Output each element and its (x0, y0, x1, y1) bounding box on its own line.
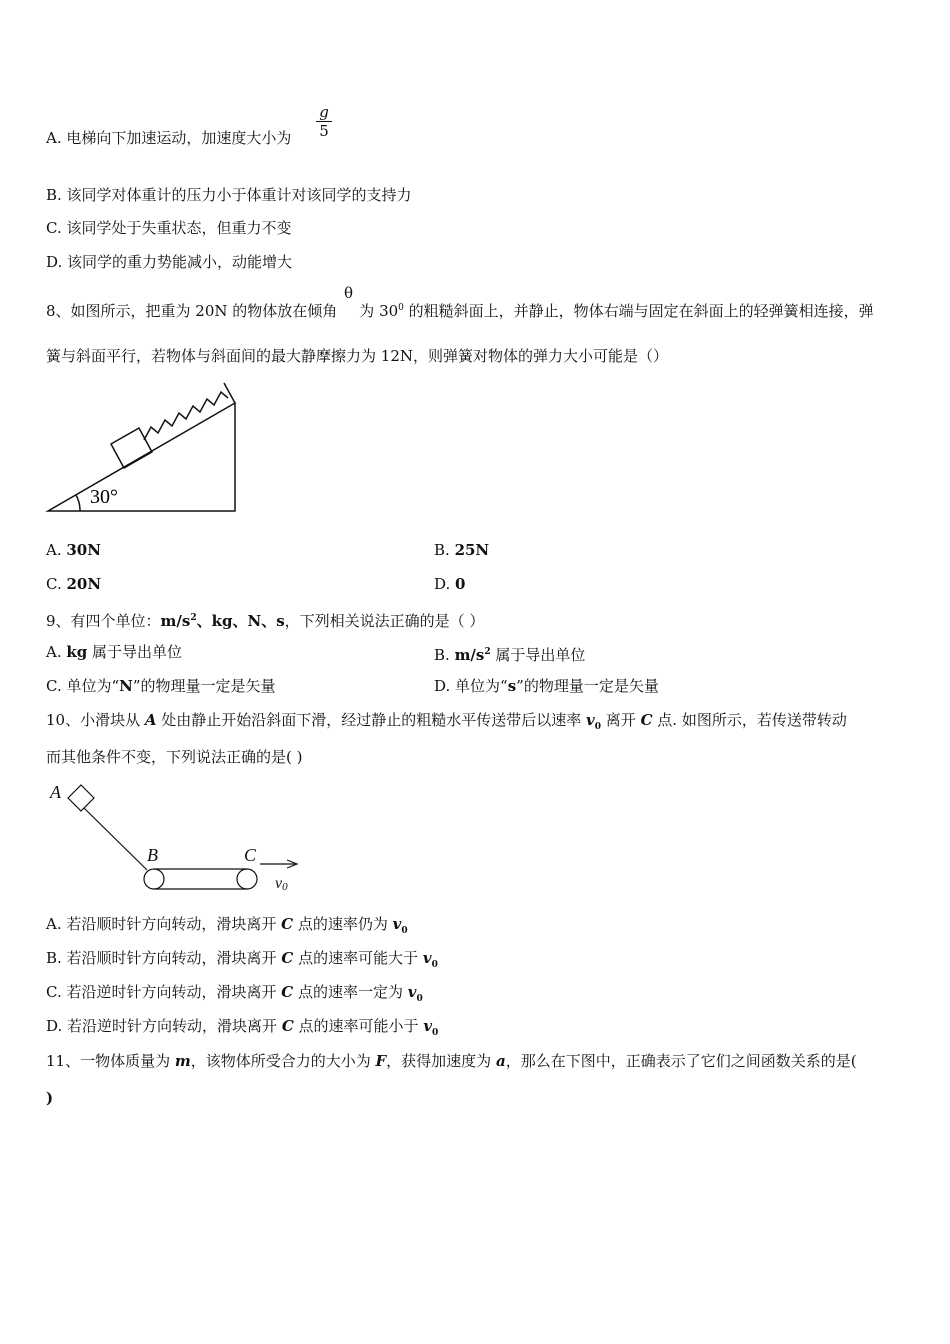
q9-stem-units-sup: 2 (190, 613, 197, 623)
q10-opt-d-point-c: C (281, 1017, 294, 1035)
q9-opt-b-prefix: B. (434, 646, 455, 664)
q9-stem-prefix: 9、有四个单位： (46, 612, 161, 630)
q10-opt-b-1: B. 若沿顺时针方向转动，滑块离开 (46, 949, 282, 967)
q10-v: v (586, 711, 595, 729)
q10-opt-a-v-sub: 0 (401, 926, 408, 936)
fig-label-b: B (147, 845, 158, 865)
q10-opt-a-1: A. 若沿顺时针方向转动，滑块离开 (46, 915, 282, 933)
q9-stem-units-rest: 、kg、N、s (196, 612, 285, 630)
slider-block (68, 785, 94, 811)
q8-opt-b-value: 25N (454, 541, 490, 559)
q9-opt-d-rest: ”的物理量一定是矢量 (516, 677, 659, 695)
q10-opt-d-v: v (423, 1017, 433, 1035)
q10-stem-d: 点. 如图所示，若传送带转动 (652, 711, 847, 729)
q10-opt-c-2: 点的速率一定为 (293, 983, 408, 1001)
q10-option-d[interactable] (46, 1016, 438, 1043)
q10-option-b[interactable] (46, 948, 438, 975)
q11-stem-line2: ) (46, 1089, 54, 1107)
q10-opt-b-v: v (422, 949, 432, 967)
fig-label-c: C (244, 845, 257, 865)
q10-opt-c-1: C. 若沿逆时针方向转动，滑块离开 (46, 983, 282, 1001)
q10-opt-a-2: 点的速率仍为 (293, 915, 393, 933)
q10-opt-c-point-c: C (281, 983, 294, 1001)
q11-m: m (174, 1052, 191, 1070)
pulley-right (237, 869, 257, 889)
q10-stem-a: 10、小滑块从 (46, 711, 145, 729)
q9-opt-b-sup: 2 (484, 647, 491, 657)
q11-a: a (495, 1052, 506, 1070)
q8-opt-a-prefix: A. (46, 541, 67, 559)
q10-opt-d-1: D. 若沿逆时针方向转动，滑块离开 (46, 1017, 282, 1035)
q8-stem-line2: 簧与斜面平行，若物体与斜面间的最大静摩擦力为 12N，则弹簧对物体的弹力大小可能是（） (46, 347, 668, 365)
q10-point-a: A (144, 711, 157, 729)
q9-opt-a-rest: 属于导出单位 (87, 643, 183, 661)
fraction-numerator: g (316, 103, 332, 122)
q10-point-c: C (640, 711, 653, 729)
q10-option-c[interactable] (46, 982, 423, 1009)
q9-opt-a-unit: kg (66, 643, 88, 661)
q11-stem-c: ，获得加速度为 (386, 1052, 496, 1070)
q8-opt-a-value: 30N (66, 541, 101, 559)
q8-theta-symbol: θ (344, 284, 354, 302)
q9-opt-b-rest: 属于导出单位 (490, 646, 586, 664)
q11-stem-line1 (46, 1051, 857, 1071)
q10-stem-line2: 而其他条件不变，下列说法正确的是( ) (46, 748, 303, 766)
q8-stem-part1: 8、如图所示，把重为 20N 的物体放在倾角 (46, 302, 338, 320)
q9-opt-d-prefix: D. 单位为“ (434, 677, 508, 695)
q10-opt-c-v-sub: 0 (416, 994, 423, 1004)
q9-opt-c-prefix: C. 单位为“ (46, 677, 120, 695)
fraction-denominator: 5 (319, 122, 329, 140)
q10-v-sub: 0 (594, 722, 602, 732)
q8-stem-part2b: 的粗糙斜面上，并静止，物体右端与固定在斜面上的轻弹簧相连接，弹 (403, 302, 874, 320)
q8-opt-d-value: 0 (455, 575, 466, 593)
q8-opt-c-prefix: C. (46, 575, 67, 593)
q9-stem-units: m/s (160, 612, 191, 630)
q11-stem-a: 11、一物体质量为 (46, 1052, 175, 1070)
q8-opt-d-prefix: D. (434, 575, 456, 593)
fig-label-a: A (50, 782, 61, 802)
incline-angle-label: 30° (90, 486, 118, 508)
fig-label-v: v0 (275, 875, 288, 893)
q8-opt-c-value: 20N (66, 575, 102, 593)
q9-opt-d-unit: s (507, 677, 517, 695)
q10-opt-a-v: v (392, 915, 402, 933)
q10-opt-b-2: 点的速率可能大于 (293, 949, 423, 967)
q9-stem-suffix: ，下列相关说法正确的是（ ） (284, 612, 485, 630)
q8-opt-b-prefix: B. (434, 541, 455, 559)
q9-opt-b-unit: m/s (454, 646, 485, 664)
q10-opt-d-2: 点的速率可能小于 (293, 1017, 424, 1035)
q10-stem-c: 离开 (601, 711, 641, 729)
q9-opt-c-unit: N (119, 677, 133, 695)
q10-stem-b: 处由静止开始沿斜面下滑，经过静止的粗糙水平传送带后以速率 (156, 711, 587, 729)
ramp-line (84, 808, 147, 870)
pulley-left (144, 869, 164, 889)
q10-opt-d-v-sub: 0 (432, 1028, 439, 1038)
q10-opt-b-v-sub: 0 (431, 960, 438, 970)
q10-opt-a-point-c: C (281, 915, 294, 933)
q10-opt-b-point-c: C (281, 949, 294, 967)
q11-stem-d: ，那么在下图中，正确表示了它们之间函数关系的是( (505, 1052, 857, 1070)
q9-opt-c-rest: ”的物理量一定是矢量 (132, 677, 276, 695)
q8-stem-part2a: 为 30 (359, 302, 399, 320)
q8-degree-sup: 0 (398, 303, 404, 313)
q10-opt-c-v: v (407, 983, 417, 1001)
q7-option-b[interactable]: B. 该同学对体重计的压力小于体重计对该同学的支持力 (46, 186, 412, 204)
q7-option-c[interactable]: C. 该同学处于失重状态，但重力不变 (46, 219, 292, 237)
q11-stem-b: ，该物体所受合力的大小为 (190, 1052, 376, 1070)
q10-option-a[interactable] (46, 914, 408, 941)
q7-option-a-text: A. 电梯向下加速运动，加速度大小为 (46, 129, 292, 147)
q7-option-d[interactable]: D. 该同学的重力势能减小，动能增大 (46, 253, 293, 271)
q9-opt-a-prefix: A. (46, 643, 67, 661)
q11-f: F (375, 1052, 387, 1070)
